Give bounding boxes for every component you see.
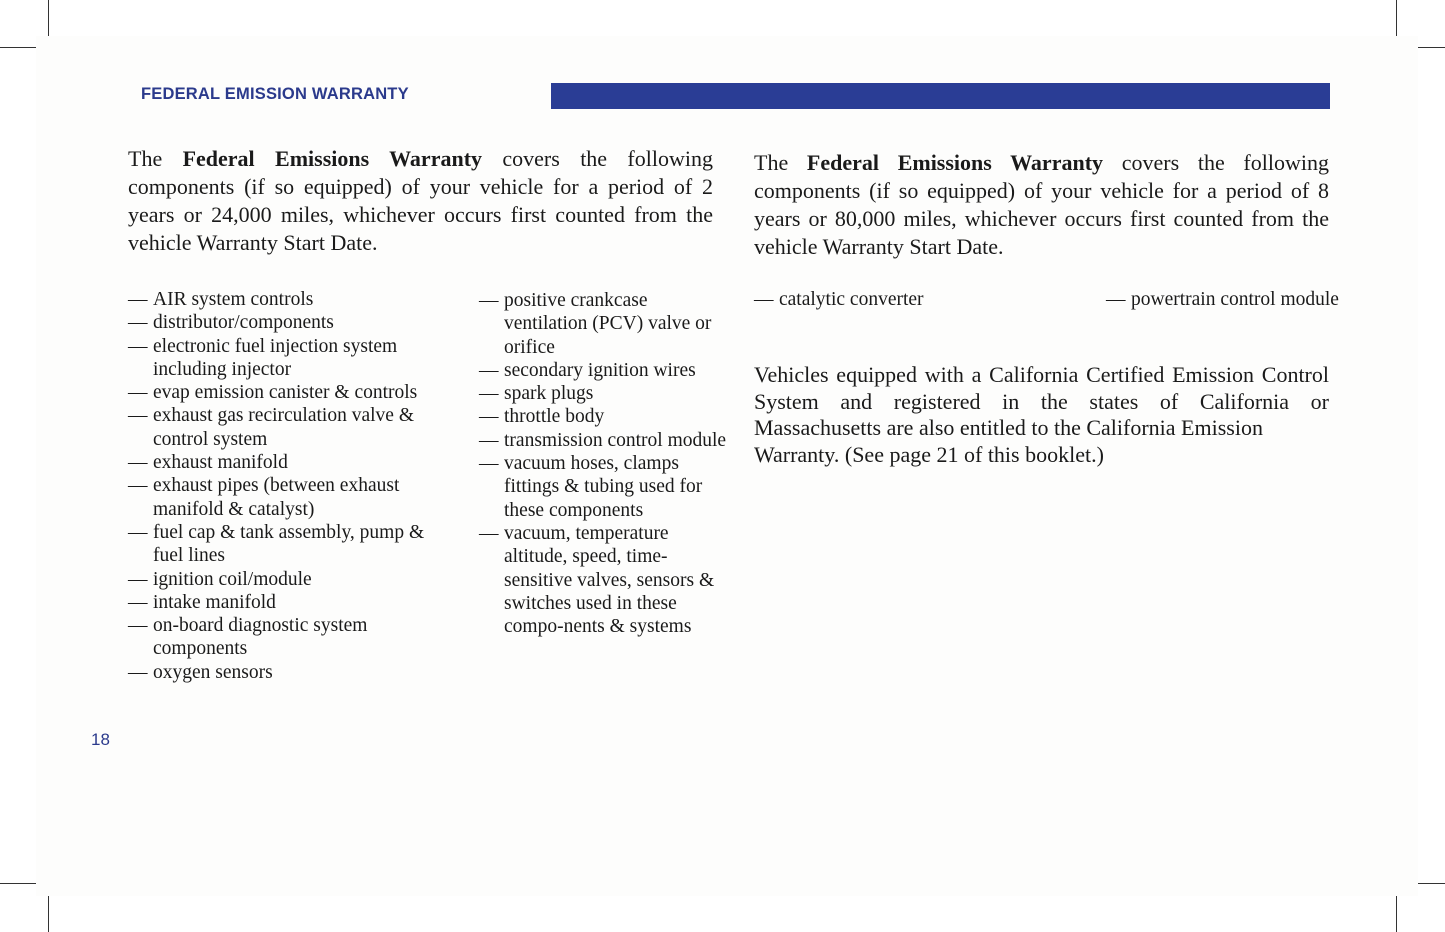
component-item: — intake manifold	[128, 591, 448, 614]
california-note-body: Vehicles equipped with a California Certified Emission Control System and registered in the states of California or Massachusetts are also entitled to the California Emission	[754, 362, 1329, 440]
crop-mark-top-right-v	[1396, 0, 1397, 36]
component-item: — exhaust manifold	[128, 451, 448, 474]
federal-8yr-intro	[754, 149, 1329, 261]
component-item: — ignition coil/module	[128, 568, 448, 591]
component-item: — transmission control module	[479, 429, 729, 452]
intro-body: covers the following components (if so equipped) of your vehicle for a period of 2 years or 24,000 miles, whichever occurs first counted from the vehicle Warranty Start Date.	[128, 146, 713, 255]
component-item: — secondary ignition wires	[479, 359, 729, 382]
components-list-2yr-col1	[128, 288, 448, 684]
component-item: — distributor/components	[128, 311, 448, 334]
component-item: — fuel cap & tank assembly, pump & fuel lines	[128, 521, 448, 568]
crop-mark-top-left-h	[0, 47, 36, 48]
component-item: — spark plugs	[479, 382, 729, 405]
intro-body: covers the following components (if so equipped) of your vehicle for a period of 8 years or 80,000 miles, whichever occurs first counted from the vehicle Warranty Start Date.	[754, 150, 1329, 259]
federal-2yr-intro	[128, 145, 713, 257]
crop-mark-bottom-left-v	[48, 896, 49, 932]
component-item: — AIR system controls	[128, 288, 448, 311]
warranty-name-bold: Federal Emissions Warranty	[182, 146, 483, 171]
component-item: — vacuum hoses, clamps fittings & tubing used for these components	[479, 452, 729, 522]
components-list-8yr-col1	[754, 288, 1074, 311]
intro-prefix: The	[128, 146, 183, 171]
component-item: — catalytic converter	[754, 288, 1074, 311]
components-list-2yr-col2	[479, 289, 729, 638]
component-item: — electronic fuel injection system including injector	[128, 335, 448, 382]
component-item: — throttle body	[479, 405, 729, 428]
components-list-8yr-col2	[1106, 288, 1346, 311]
warranty-name-bold: Federal Emissions Warranty	[806, 150, 1104, 175]
component-item: — positive crankcase ventilation (PCV) valve or orifice	[479, 289, 729, 359]
page-number: 18	[91, 730, 110, 749]
component-item: — exhaust pipes (between exhaust manifold & catalyst)	[128, 474, 448, 521]
crop-mark-top-left-v	[48, 0, 49, 36]
component-item: — powertrain control module	[1106, 288, 1346, 311]
california-warranty-note	[754, 362, 1329, 468]
crop-mark-bottom-left-h	[0, 883, 36, 884]
section-title: FEDERAL EMISSION WARRANTY	[141, 85, 409, 103]
intro-prefix: The	[754, 150, 807, 175]
crop-mark-bottom-right-v	[1396, 896, 1397, 932]
component-item: — exhaust gas recirculation valve & control system	[128, 404, 448, 451]
california-note-last-line: Warranty. (See page 21 of this booklet.)	[754, 441, 1104, 467]
component-item: — vacuum, temperature altitude, speed, time-sensitive valves, sensors & switches used in these compo-nents & systems	[479, 522, 729, 638]
header-bar	[551, 83, 1330, 109]
component-item: — oxygen sensors	[128, 661, 448, 684]
component-item: — on-board diagnostic system components	[128, 614, 448, 661]
component-item: — evap emission canister & controls	[128, 381, 448, 404]
